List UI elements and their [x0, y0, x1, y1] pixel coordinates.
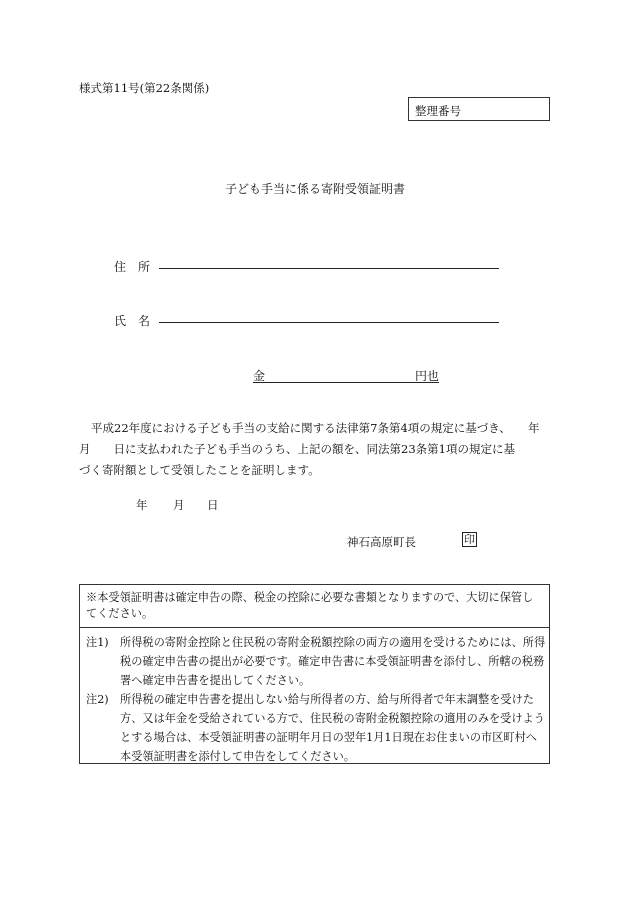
note-label: 注1): [86, 636, 109, 649]
name-line: [159, 322, 499, 323]
name-label: 氏 名: [114, 314, 151, 328]
amount-field: [253, 367, 439, 383]
amount-prefix: 金: [253, 369, 266, 383]
address-line: [159, 268, 499, 269]
body-line-3: づく寄附額として受領したことを証明します。: [79, 463, 320, 477]
amount-suffix: 円也: [414, 369, 439, 383]
date-month: 月: [173, 498, 185, 512]
date-day: 日: [207, 498, 219, 512]
address-label: 住 所: [114, 260, 151, 274]
note-text: 所得税の寄附金控除と住民税の寄附金税額控除の両方の適用を受けるためには、所得税の確定申告書の提出が必要です。確定申告書に本受領証明書を添付し、所轄の税務署へ確定申告書を提出してください。: [120, 636, 546, 687]
document-title: 子ども手当に係る寄附受領証明書: [224, 182, 405, 196]
body-line-2: 月 日に支払われた子ども手当のうち、上記の額を、同法第23条第1項の規定に基: [79, 442, 515, 456]
reference-number-label: 整理番号: [415, 104, 461, 118]
body-line-1: 平成22年度における子ども手当の支給に関する法律第7条第4項の規定に基づき、 年: [91, 421, 540, 435]
notes-box: [79, 584, 550, 764]
note-label: 注2): [86, 693, 109, 706]
notes-warning: ※本受領証明書は確定申告の際、税金の控除に必要な書類となりますので、大切に保管してください。: [86, 591, 534, 620]
form-number: 様式第11号(第22条関係): [79, 81, 210, 95]
reference-number-box: [408, 97, 550, 121]
seal-mark: 印: [464, 533, 475, 546]
note-text: 所得税の確定申告書を提出しない給与所得者の方、給与所得者で年末調整を受けた方、又は年金を受給されている方で、住民税の寄附金税額控除の適用のみを受けようとする場合は、本受領証明書の証明年月日の翌年1月1日現在お住まいの市区町村へ本受領証明書を添付して申告をしてください。: [120, 693, 545, 763]
notes-warning-section: [80, 585, 549, 628]
issuer-mayor: 神石高原町長: [347, 535, 416, 549]
date-year: 年: [136, 498, 148, 512]
